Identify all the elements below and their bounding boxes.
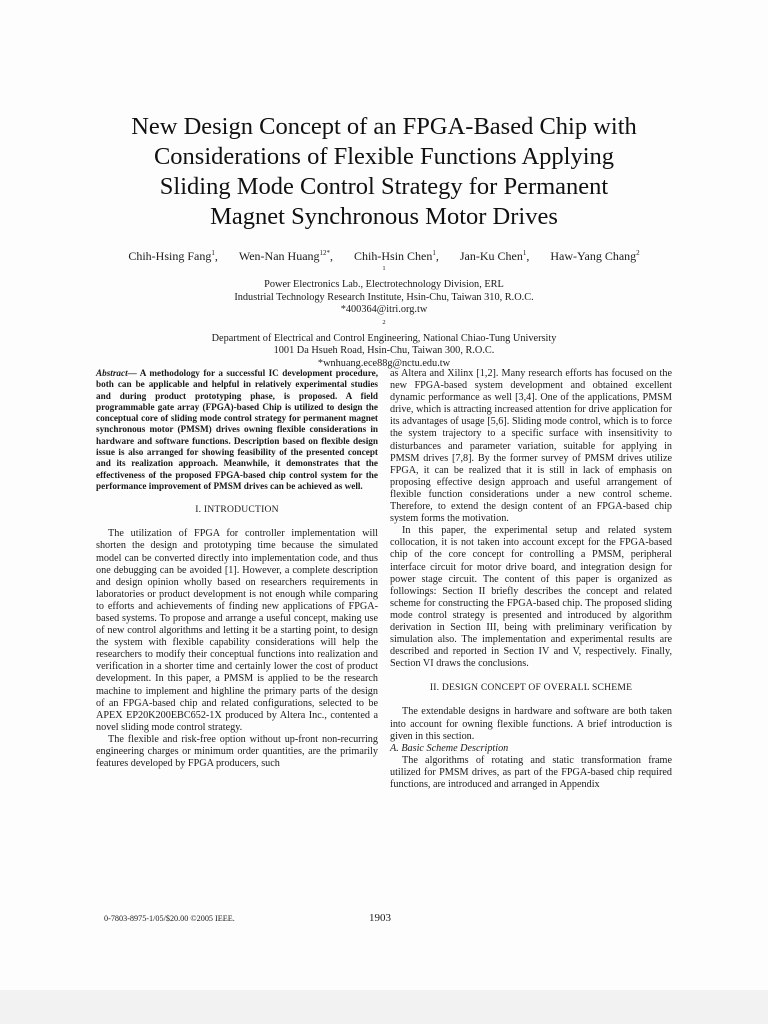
affiliation-1-line-2: Industrial Technology Research Institute, Hsin-Chu, Taiwan 310, R.O.C. bbox=[234, 291, 534, 303]
author-affil-mark: 2 bbox=[636, 249, 640, 257]
title-line: New Design Concept of an FPGA-Based Chip with bbox=[131, 113, 637, 140]
author bbox=[550, 249, 639, 263]
author-affil-mark: 12* bbox=[319, 249, 331, 257]
affiliation-2-email: *wnhuang.ece88g@nctu.edu.tw bbox=[317, 358, 451, 369]
affiliation-1-line-1 bbox=[60, 263, 708, 292]
abstract bbox=[96, 368, 378, 492]
abstract-text: A methodology for a successful IC development procedure, both can be applicable and helpful in relatively experimental studies and during product prototyping phase, is proposed. A field programmable gate array (FPGA)-based Chip is utilized to design the conceptual core of sliding mode control strategy for permanent magnet synchronous motor (PMSM) drives owning flexible considerations in hardware and software functions. Description based on flexible design issue is also arranged for showing feasibility of the presented concept and its realization approach. Meanwhile, it demonstrates that the effectiveness of the proposed FPGA-based chip control system for the performance improvement of PMSM drives can be achieved as well. bbox=[96, 368, 378, 491]
affiliation-1-email: *400364@itri.org.tw bbox=[340, 304, 428, 316]
author-list bbox=[60, 249, 708, 264]
author: Chih-Hsing Fang$^1$, bbox=[128, 249, 218, 263]
author-affil-mark: 1 bbox=[432, 249, 436, 257]
author: Chih-Hsin Chen$^1$, bbox=[354, 249, 439, 263]
paragraph: The extendable designs in hardware and software are both taken into account for owning flexible functions. A brief introduction is given in this section. bbox=[390, 706, 672, 742]
copyright-notice: 0-7803-8975-1/05/$20.00 ©2005 IEEE. bbox=[104, 914, 235, 923]
author-name: Wen-Nan Huang bbox=[238, 249, 320, 263]
author-affil-mark: 1 bbox=[522, 249, 527, 257]
subsection-heading: A. Basic Scheme Description bbox=[390, 742, 509, 754]
left-column bbox=[96, 368, 378, 770]
section-heading: I. INTRODUCTION bbox=[195, 504, 279, 516]
author: Wen-Nan Huang$^{12*}$, bbox=[238, 249, 334, 263]
author: Jan-Ku Chen$^1$, bbox=[459, 249, 530, 263]
author-name: Chih-Hsin Chen bbox=[354, 249, 433, 263]
affil-text: Power Electronics Lab., Electrotechnology Division, ERL bbox=[264, 279, 504, 291]
affiliations bbox=[60, 263, 708, 371]
author-affil-mark: 1 bbox=[211, 249, 215, 257]
title-line: Magnet Synchronous Motor Drives bbox=[210, 203, 558, 230]
abstract-label: Abstract— bbox=[96, 368, 137, 378]
paragraph: In this paper, the experimental setup and related system collocation, it is not taken into account except for the FPGA-based chip of the core concept for controlling a PMSM, peripheral interface circuit for motor drive board, and integration design for power stage circuit. The content of this paper is organized as followings: Section II briefly describes the concept and related scheme for constructing the FPGA-based chip. The proposed sliding mode control strategy is presented and introduced by algorithm derivation in Section III, being with preliminary verification by simulation also. The implementation and experimental results are described and reported in Section IV and V, respectively. Finally, Section VI draws the conclusions. bbox=[390, 525, 672, 670]
paragraph: The utilization of FPGA for controller implementation will shorten the design and prototyping time because the simulated model can be converted directly into implementation code, and thus one debugging can be avoided [1]. However, a complete description and design opinion wholly based on researchers requirements in laboratories or product development is not enough while comparing to efforts and achievements of finding new applications of FPGA-based systems. To propose and arrange a useful concept, making use of new control algorithms and letting it be a starting point, to design the system with flexible capability considerations will help the researchers to modify their conceptual functions into realization and verification in a shorter time and certainly lower the cost of product development. In this paper, a PMSM is applied to be the research machine to implement and highline the primary parts of the design of an FPGA-based chip and related configurations, selected to be APEX EP20K200EBC652-1X produced by Altera Inc., contented a novel sliding mode control strategy. bbox=[96, 528, 378, 733]
title-line: Considerations of Flexible Functions Applying bbox=[153, 143, 615, 170]
paragraph: as Altera and Xilinx [1,2]. Many research efforts has focused on the new FPGA-based system development and obtained excellent dynamic performance as well [3,4]. One of the applications, PMSM drive, which is attracting increased attention for drive application for its advantages of usage [5,6]. Sliding mode control, which is to force the system trajectory to a specific surface with insensitivity to disturbances and parameter variation, suitable for applying in PMSM drives [7,8]. By the former survey of PMSM drives utilize FPGA, it can be realized that it is still in lack of emphasis on proposing effective design approach and useful arrangement of flexible function considerations under a new control scheme. Therefore, to extend the design content of an FPGA-based chip system forms the motivation. bbox=[390, 368, 672, 525]
paragraph: The flexible and risk-free option without up-front non-recurring engineering charges or minimum order quantities, are the primarily features developed by FPGA producers, such bbox=[96, 733, 378, 770]
paper-title bbox=[80, 112, 688, 232]
author-name: Haw-Yang Chang bbox=[550, 249, 637, 263]
author-name: Jan-Ku Chen bbox=[459, 249, 523, 263]
scan-margin bbox=[0, 990, 768, 1024]
affiliation-2-line-2: 1001 Da Hsueh Road, Hsin-Chu, Taiwan 300, R.O.C. bbox=[273, 345, 495, 357]
section-heading: II. DESIGN CONCEPT OF OVERALL SCHEME bbox=[429, 682, 633, 694]
title-line: Sliding Mode Control Strategy for Permanent bbox=[159, 173, 609, 200]
affil-mark: 2 bbox=[382, 318, 386, 326]
affil-text: Department of Electrical and Control Engineering, National Chiao-Tung University bbox=[211, 332, 557, 344]
affiliation-2-line-1 bbox=[60, 317, 708, 346]
right-column bbox=[390, 368, 672, 791]
page-number: 1903 bbox=[369, 912, 391, 924]
author-name: Chih-Hsing Fang bbox=[128, 249, 212, 263]
paragraph: The algorithms of rotating and static transformation frame utilized for PMSM drives, as part of the FPGA-based chip required functions, are introduced and arranged in Appendix bbox=[390, 754, 672, 790]
affil-mark: 1 bbox=[382, 265, 386, 272]
